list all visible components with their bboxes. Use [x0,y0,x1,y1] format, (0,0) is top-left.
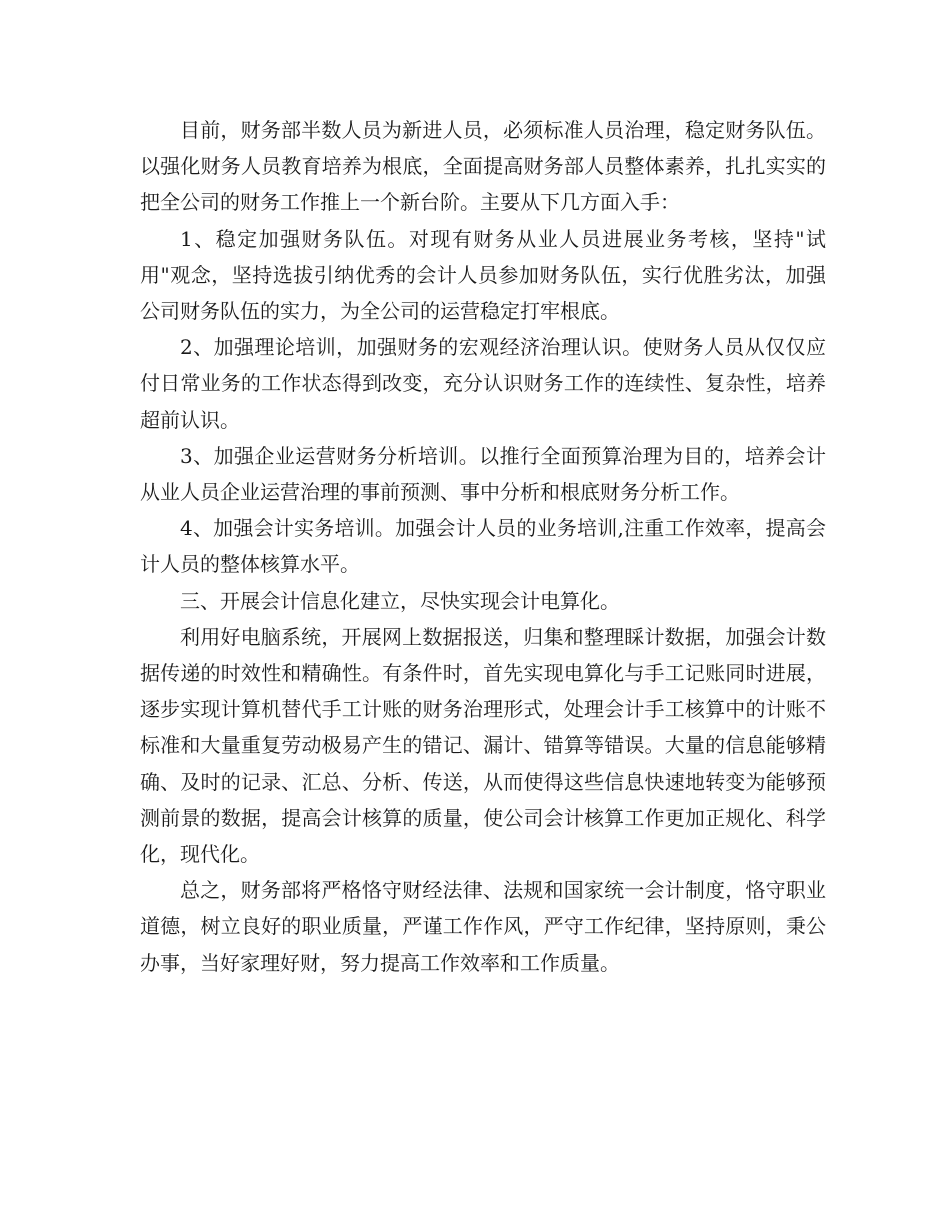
paragraph-item-3: 3、加强企业运营财务分析培训。以推行全面预算治理为目的，培养会计从业人员企业运营治理的事前预测、事中分析和根底财务分析工作。 [140,443,826,505]
paragraph-item-1: 1、稳定加强财务队伍。对现有财务从业人员进展业务考核，坚持"试用"观念，坚持选拔引纳优秀的会计人员参加财务队伍，实行优胜劣汰，加强公司财务队伍的实力，为全公司的运营稳定打牢根底。 [140,226,826,324]
paragraph-section-3-body: 利用好电脑系统，开展网上数据报送，归集和整理睬计数据，加强会计数据传递的时效性和精确性。有条件时，首先实现电算化与手工记账同时进展，逐步实现计算机替代手工计账的财务治理形式，处理会计手工核算中的计账不标准和大量重复劳动极易产生的错记、漏计、错算等错误。大量的信息能够精确、及时的记录、汇总、分析、传送，从而使得这些信息快速地转变为能够预测前景的数据，提高会计核算的质量，使公司会计核算工作更加正规化、科学化，现代化。 [140,624,826,867]
paragraph-intro: 目前，财务部半数人员为新进人员，必须标准人员治理，稳定财务队伍。以强化财务人员教育培养为根底，全面提高财务部人员整体素养，扎扎实实的把全公司的财务工作推上一个新台阶。主要从下几方面入手： [140,118,826,215]
section-heading-3: 三、开展会计信息化建立，尽快实现会计电算化。 [180,588,620,613]
paragraph-conclusion: 总之，财务部将严格恪守财经法律、法规和国家统一会计制度，恪守职业道德，树立良好的职业质量，严谨工作作风，严守工作纪律，坚持原则，秉公办事，当好家理好财，努力提高工作效率和工作质量。 [140,878,826,975]
document-page [140,112,826,981]
paragraph-item-2: 2、加强理论培训，加强财务的宏观经济治理认识。使财务人员从仅仅应付日常业务的工作状态得到改变，充分认识财务工作的连续性、复杂性，培养超前认识。 [140,335,826,432]
paragraph-item-4: 4、加强会计实务培训。加强会计人员的业务培训,注重工作效率，提高会计人员的整体核算水平。 [140,516,826,577]
